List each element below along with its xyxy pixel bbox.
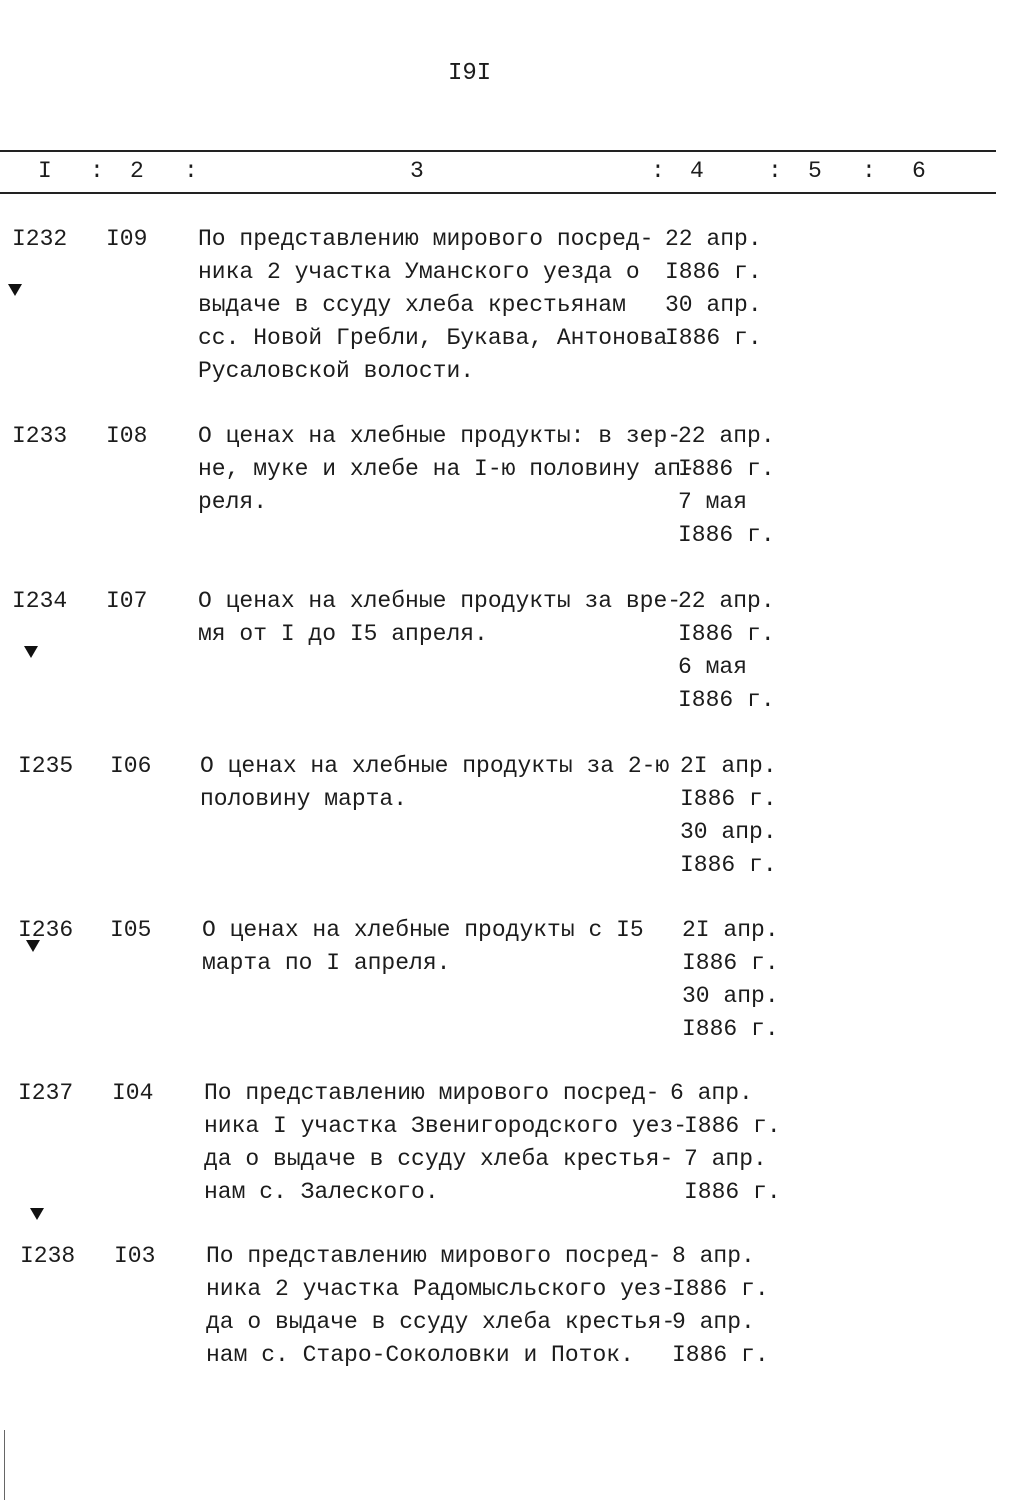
record-dates: [678, 585, 818, 717]
date-line: 30 апр.: [682, 983, 779, 1009]
record-number: I236: [18, 917, 74, 943]
header-top-rule: [0, 150, 996, 152]
col-6-header: 6: [912, 158, 926, 184]
record-number: I238: [20, 1243, 76, 1269]
col-1-header: I: [38, 158, 52, 184]
ink-mark-icon: [24, 646, 38, 658]
record-title: [200, 750, 670, 816]
record-dates: [670, 1077, 810, 1209]
col-2-header: 2: [130, 158, 144, 184]
record-title: [202, 914, 672, 980]
date-line: 22 апр.: [665, 226, 762, 252]
title-line: О ценах на хлебные продукты: в зер-: [198, 423, 682, 449]
date-line: 22 апр.: [678, 423, 775, 449]
margin-line: [4, 1430, 5, 1500]
title-line: По представлению мирового посред-: [206, 1243, 662, 1269]
date-line: I886 г.: [678, 522, 775, 548]
record-dates: [672, 1240, 812, 1372]
title-line: выдаче в ссуду хлеба крестьянам: [198, 292, 626, 318]
title-line: мя от I до I5 апреля.: [198, 621, 488, 647]
title-line: ника 2 участка Уманского уезда о: [198, 259, 640, 285]
col-separator: :: [862, 158, 876, 184]
date-line: 9 апр.: [672, 1309, 755, 1335]
title-line: да о выдаче в ссуду хлеба крестья-: [206, 1309, 676, 1335]
record-number: I237: [18, 1080, 74, 1106]
record-old-number: I04: [112, 1080, 154, 1106]
record-dates: [680, 750, 820, 882]
title-line: не, муке и хлебе на I-ю половину ап-: [198, 456, 695, 482]
record-old-number: I07: [106, 588, 148, 614]
title-line: О ценах на хлебные продукты с I5: [202, 917, 644, 943]
col-separator: :: [768, 158, 782, 184]
title-line: нам с. Старо-Соколовки и Поток.: [206, 1342, 634, 1368]
record-dates: [665, 223, 805, 355]
col-separator: :: [184, 158, 198, 184]
record-title: [198, 223, 668, 388]
record-title: [204, 1077, 688, 1209]
date-line: I886 г.: [682, 950, 779, 976]
date-line: I886 г.: [678, 456, 775, 482]
date-line: I886 г.: [682, 1016, 779, 1042]
date-line: 6 мая: [678, 654, 748, 680]
col-separator: :: [651, 158, 665, 184]
record-old-number: I06: [110, 753, 152, 779]
date-line: I886 г.: [684, 1113, 781, 1139]
date-line: 7 апр.: [684, 1146, 767, 1172]
date-line: 7 мая: [678, 489, 748, 515]
header-bottom-rule: [0, 192, 996, 194]
date-line: I886 г.: [665, 259, 762, 285]
col-5-header: 5: [808, 158, 822, 184]
date-line: 6 апр.: [670, 1080, 753, 1106]
date-line: I886 г.: [672, 1342, 769, 1368]
record-title: [198, 420, 695, 519]
title-line: реля.: [198, 489, 268, 515]
date-line: 8 апр.: [672, 1243, 755, 1269]
date-line: I886 г.: [665, 325, 762, 351]
title-line: О ценах на хлебные продукты за вре-: [198, 588, 682, 614]
title-line: О ценах на хлебные продукты за 2-ю: [200, 753, 670, 779]
ink-mark-icon: [8, 284, 22, 296]
record-old-number: I03: [114, 1243, 156, 1269]
ink-mark-icon: [30, 1208, 44, 1220]
record-number: I235: [18, 753, 74, 779]
record-dates: [678, 420, 818, 552]
date-line: I886 г.: [672, 1276, 769, 1302]
date-line: 30 апр.: [665, 292, 762, 318]
title-line: По представлению мирового посред-: [198, 226, 654, 252]
col-separator: :: [90, 158, 104, 184]
page-number: I9I: [448, 60, 492, 87]
record-old-number: I05: [110, 917, 152, 943]
date-line: I886 г.: [684, 1179, 781, 1205]
title-line: Русаловской волости.: [198, 358, 475, 384]
ink-mark-icon: [26, 940, 40, 952]
column-header-row: [0, 158, 1000, 188]
title-line: ника I участка Звенигородского уез-: [204, 1113, 688, 1139]
date-line: I886 г.: [678, 687, 775, 713]
record-old-number: I09: [106, 226, 148, 252]
date-line: I886 г.: [680, 852, 777, 878]
record-title: [198, 585, 682, 651]
title-line: половину марта.: [200, 786, 408, 812]
title-line: сс. Новой Гребли, Букава, Антонова: [198, 325, 668, 351]
date-line: 30 апр.: [680, 819, 777, 845]
title-line: марта по I апреля.: [202, 950, 451, 976]
record-dates: [682, 914, 822, 1046]
date-line: I886 г.: [678, 621, 775, 647]
title-line: нам с. Залеского.: [204, 1179, 439, 1205]
title-line: да о выдаче в ссуду хлеба крестья-: [204, 1146, 674, 1172]
date-line: 2I апр.: [680, 753, 777, 779]
title-line: По представлению мирового посред-: [204, 1080, 660, 1106]
date-line: 2I апр.: [682, 917, 779, 943]
record-number: I232: [12, 226, 68, 252]
col-3-header: 3: [410, 158, 424, 184]
record-old-number: I08: [106, 423, 148, 449]
record-number: I234: [12, 588, 68, 614]
col-4-header: 4: [690, 158, 704, 184]
title-line: ника 2 участка Радомысльского уез-: [206, 1276, 676, 1302]
date-line: 22 апр.: [678, 588, 775, 614]
date-line: I886 г.: [680, 786, 777, 812]
record-number: I233: [12, 423, 68, 449]
record-title: [206, 1240, 676, 1372]
